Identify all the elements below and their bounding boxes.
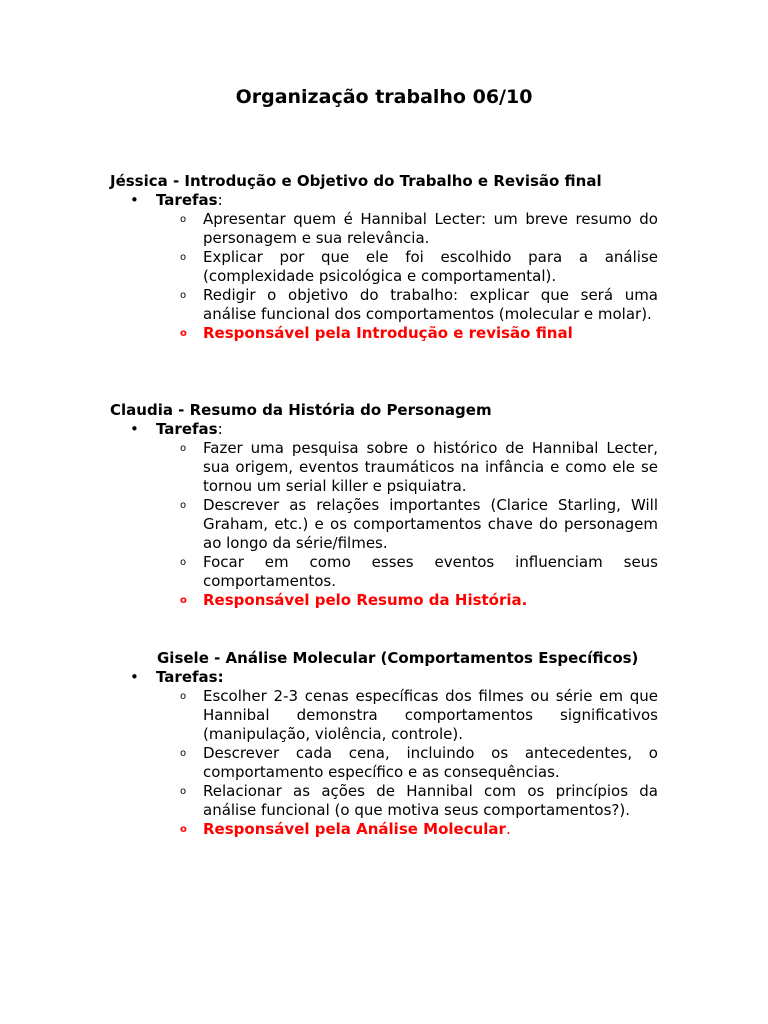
section-heading: Gisele - Análise Molecular (Comportamentos Específicos) (157, 649, 639, 667)
circle-bullet-icon: o (180, 595, 187, 606)
task-list (110, 687, 658, 839)
circle-bullet-icon: o (180, 290, 187, 301)
bullet-icon: • (130, 668, 139, 686)
circle-bullet-icon: o (180, 443, 187, 454)
task-item (110, 248, 658, 286)
circle-bullet-icon: o (180, 786, 187, 797)
task-item (110, 687, 658, 744)
circle-bullet-icon: o (180, 500, 187, 511)
circle-bullet-icon: o (180, 252, 187, 263)
task-text: Descrever cada cena, incluindo os antecedentes, o comportamento específico e as consequências. (203, 744, 658, 781)
page-title: Organização trabalho 06/10 (235, 86, 533, 108)
task-text: Explicar por que ele foi escolhido para a análise (complexidade psicológica e comportamental). (203, 248, 658, 285)
section-heading: Claudia - Resumo da História do Personagem (110, 401, 492, 419)
circle-bullet-icon: o (180, 691, 187, 702)
tasks-row (110, 191, 658, 210)
responsibility-item (110, 591, 658, 610)
tasks-row (110, 420, 658, 439)
circle-bullet-icon: o (180, 748, 187, 759)
section-gisele (110, 649, 658, 839)
responsibility-item (110, 820, 658, 839)
task-text: Relacionar as ações de Hannibal com os princípios da análise funcional (o que motiva seus comportamentos?). (203, 782, 658, 819)
tasks-colon: : (217, 191, 223, 209)
responsibility-text: Responsável pela Análise Molecular (203, 820, 506, 838)
circle-bullet-icon: o (180, 824, 187, 835)
circle-bullet-icon: o (180, 214, 187, 225)
task-text: Escolher 2-3 cenas específicas dos filmes ou série em que Hannibal demonstra comportamentos significativos (manipulação, violência, controle). (203, 687, 658, 743)
section-jessica (110, 172, 658, 343)
task-item (110, 496, 658, 553)
task-text: Descrever as relações importantes (Clarice Starling, Will Graham, etc.) e os comportamentos chave do personagem ao longo da série/filmes. (203, 496, 658, 552)
task-text: Fazer uma pesquisa sobre o histórico de Hannibal Lecter, sua origem, eventos traumáticos na infância e como ele se tornou um serial killer e psiquiatra. (203, 439, 658, 495)
circle-bullet-icon: o (180, 328, 187, 339)
task-list (110, 439, 658, 610)
tasks-colon: : (217, 420, 223, 438)
task-item (110, 439, 658, 496)
task-text: Apresentar quem é Hannibal Lecter: um breve resumo do personagem e sua relevância. (203, 210, 658, 247)
section-claudia (110, 401, 658, 610)
bullet-icon: • (130, 420, 139, 438)
responsibility-text: Responsável pela Introdução e revisão final (203, 324, 573, 342)
tasks-label: Tarefas: (156, 668, 224, 686)
tasks-label: Tarefas (156, 191, 218, 209)
task-item (110, 286, 658, 324)
task-item (110, 553, 658, 591)
circle-bullet-icon: o (180, 557, 187, 568)
responsibility-item (110, 324, 658, 343)
task-list (110, 210, 658, 343)
bullet-icon: • (130, 191, 139, 209)
task-text: Redigir o objetivo do trabalho: explicar que será uma análise funcional dos comportamentos (molecular e molar). (203, 286, 658, 323)
tasks-row (110, 668, 658, 687)
task-item (110, 782, 658, 820)
section-heading: Jéssica - Introdução e Objetivo do Trabalho e Revisão final (110, 172, 602, 190)
responsibility-trail: . (505, 820, 511, 838)
responsibility-text: Responsável pelo Resumo da História. (203, 591, 528, 609)
tasks-label: Tarefas (156, 420, 218, 438)
task-text: Focar em como esses eventos influenciam seus comportamentos. (203, 553, 658, 590)
task-item (110, 210, 658, 248)
task-item (110, 744, 658, 782)
